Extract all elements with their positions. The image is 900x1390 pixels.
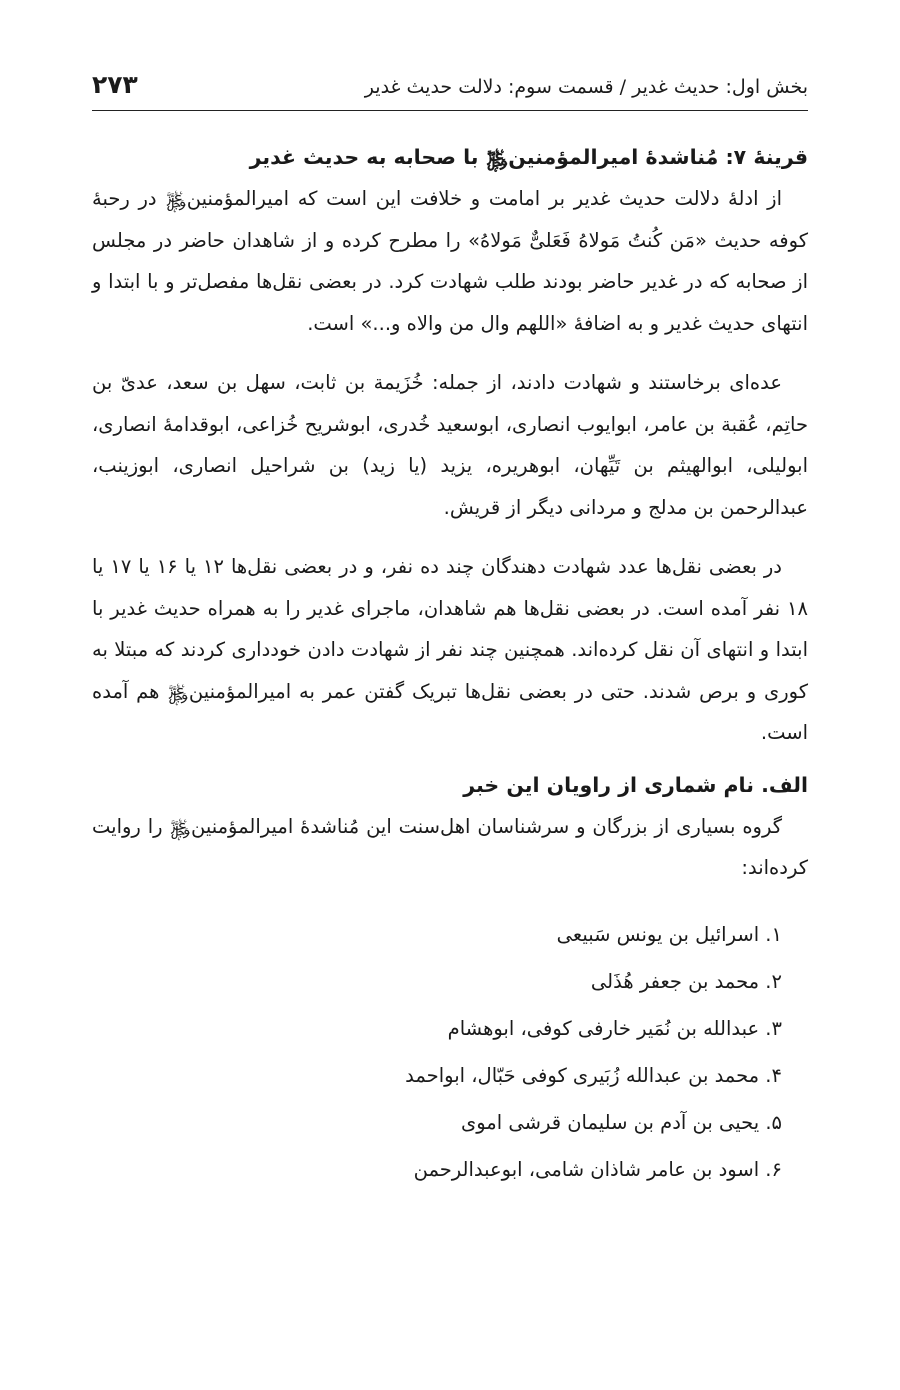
paragraph: از ادلهٔ دلالت حدیث غدیر بر امامت و خلافت این است که امیرالمؤمنین﷿ در رحبهٔ کوفه حدیث «مَن کُنتُ مَولاهُ فَعَلیٌّ مَولاهُ» را مطرح کرده و از شاهدان حاضر در مجلس از صحابه که در غدیر حاضر بودند طلب شهادت کرد. در بعضی نقل‌ها مفصل‌تر و با ابتدا و انتهای حدیث غدیر و به اضافهٔ «اللهم وال من والاه و...» است. bbox=[92, 187, 808, 335]
list-item: ۶. اسود بن عامر شاذان شامی، ابوعبدالرحمن bbox=[413, 1157, 782, 1181]
running-title: بخش اول: حدیث غدیر / قسمت سوم: دلالت حدیث غدیر bbox=[364, 76, 808, 98]
section-heading: قرینهٔ ۷: مُناشدهٔ امیرالمؤمنین﷿ با صحابه به حدیث غدیر bbox=[249, 145, 808, 169]
list-item: ۲. محمد بن جعفر هُذَلی bbox=[590, 969, 782, 993]
subsection-heading: الف. نام شماری از راویان این خبر bbox=[463, 772, 808, 797]
subsection-intro: گروه بسیاری از بزرگان و سرشناسان اهل‌سنت این مُناشدهٔ امیرالمؤمنین﷿ را روایت کرده‌اند: bbox=[92, 814, 808, 879]
list-item: ۱. اسرائیل بن یونس سَبیعی bbox=[556, 922, 782, 946]
page-body bbox=[92, 140, 808, 1193]
narrator-list bbox=[92, 911, 808, 1193]
paragraph: در بعضی نقل‌ها عدد شهادت دهندگان چند ده نفر، و در بعضی نقل‌ها ۱۲ یا ۱۶ یا ۱۷ یا ۱۸ نفر آمده است. در بعضی نقل‌ها هم شاهدان، ماجرای غدیر را به همراه حدیث غدیر با ابتدا و انتهای آن نقل کرده‌اند. همچنین چند نفر از شهادت دادن خودداری کردند که مبتلا به کوری و برص شدند. حتی در بعضی نقل‌ها تبریک گفتن عمر به امیرالمؤمنین﷿ هم آمده است. bbox=[92, 555, 808, 744]
paragraph: عده‌ای برخاستند و شهادت دادند، از جمله: خُزَیمة بن ثابت، سهل بن سعد، عدیّ بن حاتِم، عُقبة بن عامر، ابوایوب انصاری، ابوسعید خُدری، ابوشریح خُزاعی، ابوقدامهٔ انصاری، ابولیلی، ابوالهیثم بن تَیِّهان، ابوهریره، یزید (یا زید) بن شراحیل انصاری، ابوزینب، عبدالرحمن بن مدلج و مردانی دیگر از قریش. bbox=[92, 371, 808, 519]
page-header bbox=[92, 70, 808, 111]
list-item: ۳. عبدالله بن نُمَیر خارفی کوفی، ابوهشام bbox=[447, 1016, 782, 1040]
page-number: ۲۷۳ bbox=[92, 70, 138, 99]
list-item: ۴. محمد بن عبدالله زُبَیری کوفی حَبّال، ابواحمد bbox=[405, 1063, 782, 1087]
list-item: ۵. یحیی بن آدم بن سلیمان قرشی اموی bbox=[460, 1110, 782, 1134]
